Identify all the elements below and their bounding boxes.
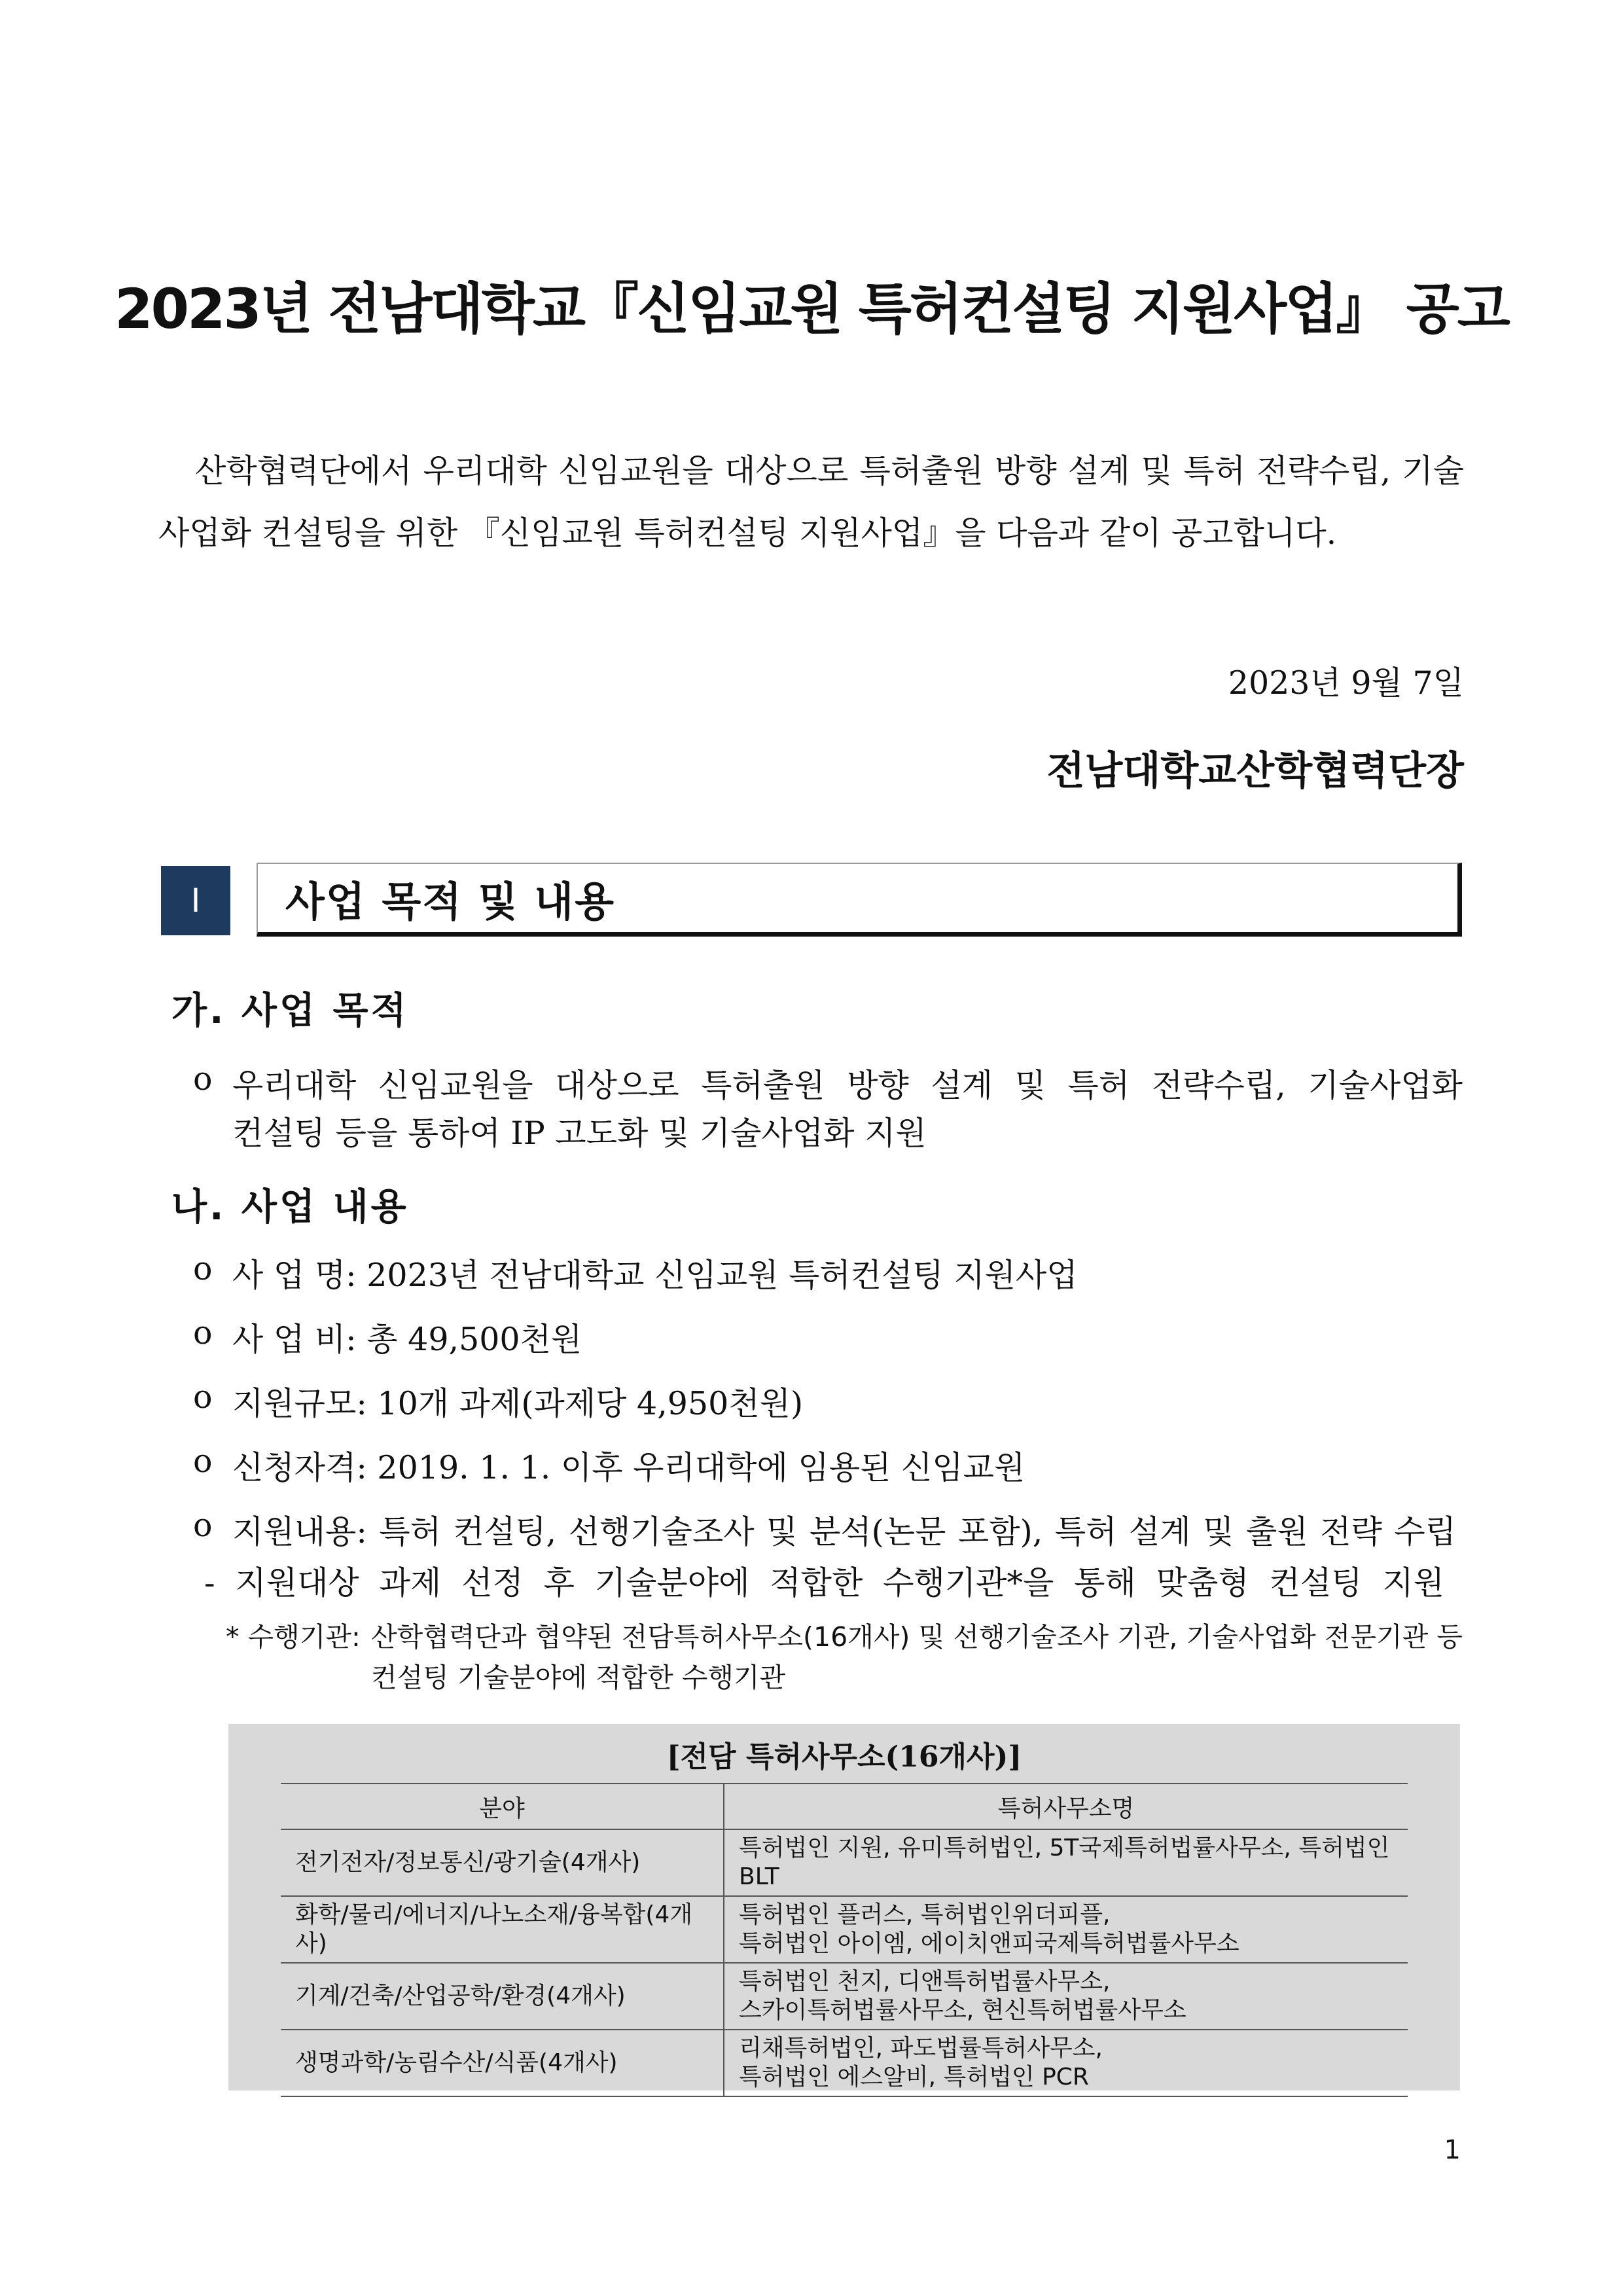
note-line-2: 컨설팅 기술분야에 적합한 수행기관: [371, 1662, 786, 1693]
content-bullet-mark: o: [193, 1443, 213, 1480]
column-header-field: 분야: [281, 1784, 724, 1829]
content-item-eligibility: 신청자격: 2019. 1. 1. 이후 우리대학에 임용된 신임교원: [232, 1449, 1026, 1486]
row-field: 기계/건축/산업공학/환경(4개사): [281, 1963, 724, 2030]
content-item-name: 사 업 명: 2023년 전남대학교 신임교원 특허컨설팅 지원사업: [232, 1257, 1078, 1294]
column-header-office: 특허사무소명: [724, 1784, 1408, 1829]
row-offices: [724, 1896, 1408, 1963]
content-dash-item: - 지원대상 과제 선정 후 기술분야에 적합한 수행기관*을 통해 맞춤형 컨설팅 지원: [204, 1564, 1444, 1602]
content-bullet-mark: o: [193, 1378, 213, 1416]
row-offices-line: 특허법인 지원, 유미특허법인, 5T국제특허법률사무소, 특허법인 BLT: [739, 1835, 1390, 1890]
page-number: 1: [1444, 2135, 1461, 2165]
note-line-1: 산학협력단과 협약된 전담특허사무소(16개사) 및 선행기술조사 기관, 기술사업화 전문기관 등: [371, 1621, 1463, 1653]
table-caption: [전담 특허사무소(16개사)]: [666, 1740, 1022, 1774]
purpose-bullet-mark: o: [193, 1060, 213, 1098]
row-offices: [724, 1963, 1408, 2030]
content-bullet-mark: o: [193, 1250, 213, 1287]
row-offices: [724, 2030, 1408, 2096]
table-row: [281, 1963, 1408, 2030]
content-heading: 나. 사업 내용: [171, 1186, 409, 1229]
page-title: 2023년 전남대학교『신임교원 특허컨설팅 지원사업』 공고: [115, 277, 1508, 341]
table-row: [281, 1829, 1408, 1896]
content-item-support: 지원내용: 특허 컨설팅, 선행기술조사 및 분석(논문 포함), 특허 설계 및 출원 전략 수립: [232, 1513, 1456, 1551]
row-offices-line: 스카이특허법률사무소, 현신특허법률사무소: [739, 1997, 1186, 2024]
patent-office-table-box: [228, 1724, 1460, 2090]
row-field: 화학/물리/에너지/나노소재/융복합(4개사): [281, 1896, 724, 1963]
row-offices-line: 특허법인 플러스, 특허법인위더피플,: [739, 1901, 1111, 1928]
row-field: 전기전자/정보통신/광기술(4개사): [281, 1829, 724, 1896]
section-number-badge: Ⅰ: [161, 866, 230, 935]
intro-text: 산학협력단에서 우리대학 신임교원을 대상으로 특허출원 방향 설계 및 특허 전략수립, 기술사업화 컨설팅을 위한 『신임교원 특허컨설팅 지원사업』을 다음과 같이 공고합니다.: [158, 452, 1464, 552]
row-offices-line: 특허법인 에스알비, 특허법인 PCR: [739, 2064, 1089, 2090]
content-item-scale: 지원규모: 10개 과제(과제당 4,950천원): [232, 1385, 804, 1422]
row-field: 생명과학/농림수산/식품(4개사): [281, 2030, 724, 2096]
table-row: [281, 1896, 1408, 1963]
announcement-date: 2023년 9월 7일: [1228, 664, 1464, 702]
table-header-row: [281, 1784, 1408, 1829]
patent-office-table: [281, 1783, 1408, 2097]
row-offices-line: 리채특허법인, 파도법률특허사무소,: [739, 2035, 1103, 2062]
section-header-box: [257, 863, 1462, 937]
section-title: 사업 목적 및 내용: [285, 877, 615, 925]
content-bullet-mark: o: [193, 1314, 213, 1352]
signer: 전남대학교산학협력단장: [1046, 748, 1464, 794]
content-item-budget: 사 업 비: 총 49,500천원: [232, 1321, 582, 1358]
note-label: * 수행기관:: [226, 1621, 361, 1653]
purpose-line-1: 우리대학 신임교원을 대상으로 특허출원 방향 설계 및 특허 전략수립, 기술사업화: [232, 1067, 1463, 1104]
purpose-line-2: 컨설팅 등을 통하여 IP 고도화 및 기술사업화 지원: [232, 1115, 927, 1152]
content-bullet-mark: o: [193, 1507, 213, 1544]
purpose-heading: 가. 사업 목적: [171, 990, 409, 1032]
row-offices: [724, 1829, 1408, 1896]
row-offices-line: 특허법인 아이엠, 에이치앤피국제특허법률사무소: [739, 1930, 1240, 1957]
intro-paragraph: [158, 440, 1464, 564]
row-offices-line: 특허법인 천지, 디앤특허법률사무소,: [739, 1968, 1111, 1995]
table-row: [281, 2030, 1408, 2096]
